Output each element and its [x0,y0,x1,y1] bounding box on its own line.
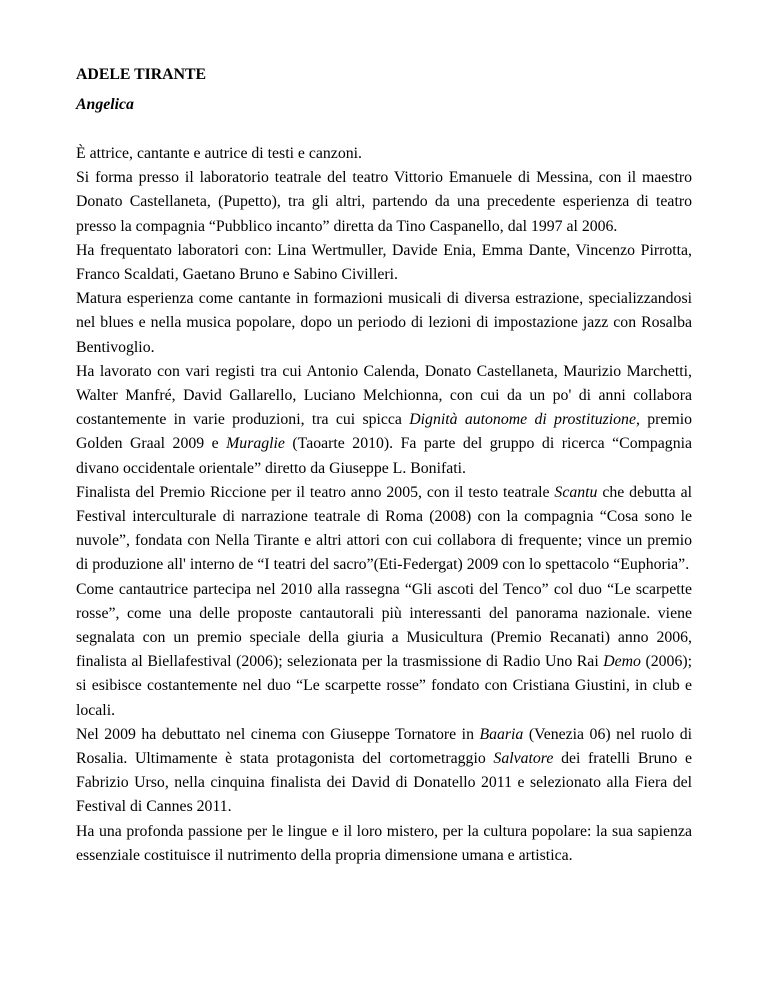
biography-paragraph [76,360,692,481]
text-segment: Come cantautrice partecipa nel 2010 alla rassegna “Gli ascoti del Tenco” col duo “Le scarpette rosse”, come una delle proposte cantautorali più interessanti del panorama nazionale. viene segnalata con un premio speciale della giuria a Musicultura (Premio Recanati) anno 2006, finalista al Biellafestival (2006); selezionata per la trasmissione di Radio Uno Rai [76,580,692,671]
italic-title: Salvatore [493,750,554,768]
artist-name: ADELE TIRANTE [76,66,207,83]
text-segment: Matura esperienza come cantante in formazioni musicali di diversa estrazione, specializzandosi nel blues e nella musica popolare, dopo un periodo di lezioni di impostazione jazz con Rosalba Bentivoglio. [76,290,692,356]
document-page [76,56,692,868]
biography-paragraph [76,481,692,578]
text-segment: , premio Golden Graal 2009 e [76,411,692,453]
text-segment: (2006); si esibisce costantemente nel duo “Le scarpette rosse” fondato con Cristiana Giustini, in club e locali. [76,653,693,719]
text-segment: Ha lavorato con vari registi tra cui Antonio Calenda, Donato Castellaneta, Maurizio Marchetti, Walter Manfré, David Gallarello, Luciano Melchionna, con cui da un po' di anni collabora costantemente in varie produzioni, tra cui spicca [76,362,692,429]
text-segment: Ha una profonda passione per le lingue e il loro mistero, per la cultura popolare: la sua sapienza essenziale costituisce il nutrimento della propria dimensione umana e artistica. [76,822,692,864]
italic-title: Muraglie [226,435,285,453]
text-segment: dei fratelli Bruno e Fabrizio Urso, nella cinquina finalista dei David di Donatello 2011 e selezionato alla Fiera del Festival di Cannes 2011. [76,750,693,816]
text-segment: Finalista del Premio Riccione per il teatro anno 2005, con il testo teatrale [76,483,555,501]
biography-paragraph [76,723,692,820]
role-title: Angelica [76,96,134,113]
italic-title: Dignità autonome di prostituzione [409,411,636,429]
biography-paragraph [76,142,692,166]
text-segment: (Taoarte 2010). Fa parte del gruppo di ricerca “Compagnia divano occidentale orientale” diretto da Giuseppe L. Bonifati. [76,435,692,477]
italic-title: Demo [603,653,641,671]
text-segment: che debutta al Festival interculturale di narrazione teatrale di Roma (2008) con la compagnia “Cosa sono le nuvole”, fondata con Nella Tirante e altri attori con cui collabora di frequente; vince un premio di produzione all' interno de “I teatri del sacro”(Eti-Federgat) 2009 con lo spettacolo “Euphoria”. [76,483,692,574]
text-segment: Nel 2009 ha debuttato nel cinema con Giuseppe Tornatore in [76,725,480,743]
text-segment: Ha frequentato laboratori con: Lina Wertmuller, Davide Enia, Emma Dante, Vincenzo Pirrotta, Franco Scaldati, Gaetano Bruno e Sabino Civilleri. [76,241,692,284]
biography-paragraph [76,239,692,287]
biography-paragraph [76,166,692,239]
text-segment: (Venezia 06) nel ruolo di Rosalia. Ultimamente è stata protagonista del cortometraggio [76,725,692,768]
biography-paragraph [76,287,692,360]
text-segment: È attrice, cantante e autrice di testi e canzoni. [76,145,362,162]
biography-paragraph [76,820,692,868]
italic-title: Baaria [479,725,524,743]
italic-title: Scantu [554,483,598,501]
biography-paragraph [76,578,692,723]
text-segment: Si forma presso il laboratorio teatrale del teatro Vittorio Emanuele di Messina, con il maestro Donato Castellaneta, (Pupetto), tra gli altri, partendo da una precedente esperienza di teatro presso la compagnia “Pubblico incanto” diretta da Tino Caspanello, dal 1997 al 2006. [76,169,692,235]
biography-body [76,142,692,868]
